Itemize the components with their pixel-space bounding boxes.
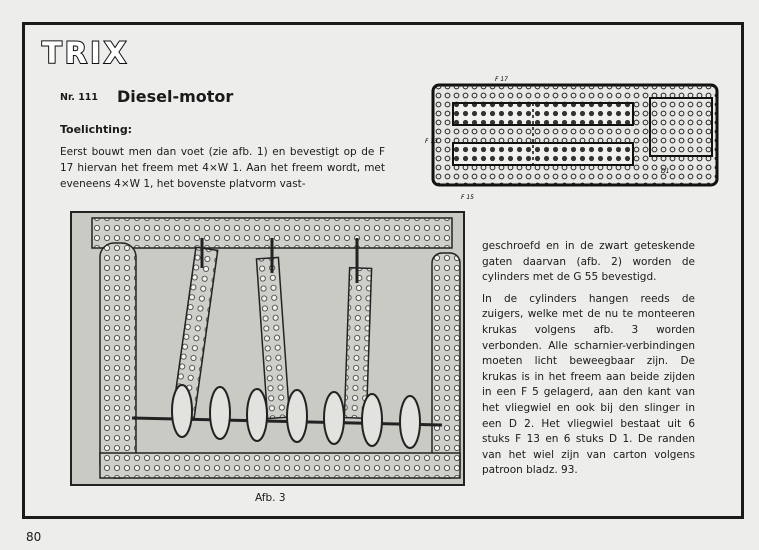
photo-caption: Afb. 3 xyxy=(255,492,286,504)
label-f17-top: F 17 xyxy=(495,76,508,83)
continuation-paragraph: geschroefd en in de zwart geteskende gaten daarvan (afb. 2) worden de cylinders met de G 55 bevestigd. xyxy=(482,240,695,284)
model-title: Diesel-motor xyxy=(117,87,234,106)
engine-illustration xyxy=(72,213,463,484)
page-number: 80 xyxy=(26,530,42,544)
explanation-heading: Toelichting: xyxy=(60,123,133,136)
intro-paragraph: Eerst bouwt men dan voet (zie afb. 1) en bevestigt op de F 17 hiervan het freem met 4×W 1. Aan het freem wordt, met eveneens 4×W 1, het bovenste platvorm vast- xyxy=(60,146,385,190)
label-d1: D1 xyxy=(661,168,670,175)
label-f13: F 13 xyxy=(425,138,438,145)
engine-photo xyxy=(70,211,465,486)
platform-diagram xyxy=(425,73,725,203)
trix-logo: TRIX xyxy=(42,36,130,70)
label-f15: F 15 xyxy=(461,194,474,201)
right-column-text xyxy=(482,239,695,485)
platform-plate-shape xyxy=(433,85,717,185)
model-number: Nr. 111 xyxy=(60,92,99,103)
detail-paragraph: In de cylinders hangen reeds de zuigers, welke met de nu te monteeren krukas volgens afb. 3 worden verbonden. Alle scharnier-verbindingen moeten licht beweegbaar zijn. De krukas is in het freem aan beide zijden in een F 5 gelagerd, aan den kant van het vliegwiel en ook bij den slinger in een D 2. Het vliegwiel bestaat uit 6 stuks F 13 en 6 stuks D 1. De randen van het wiel zijn van carton volgens patroon bladz. 93. xyxy=(482,292,695,477)
